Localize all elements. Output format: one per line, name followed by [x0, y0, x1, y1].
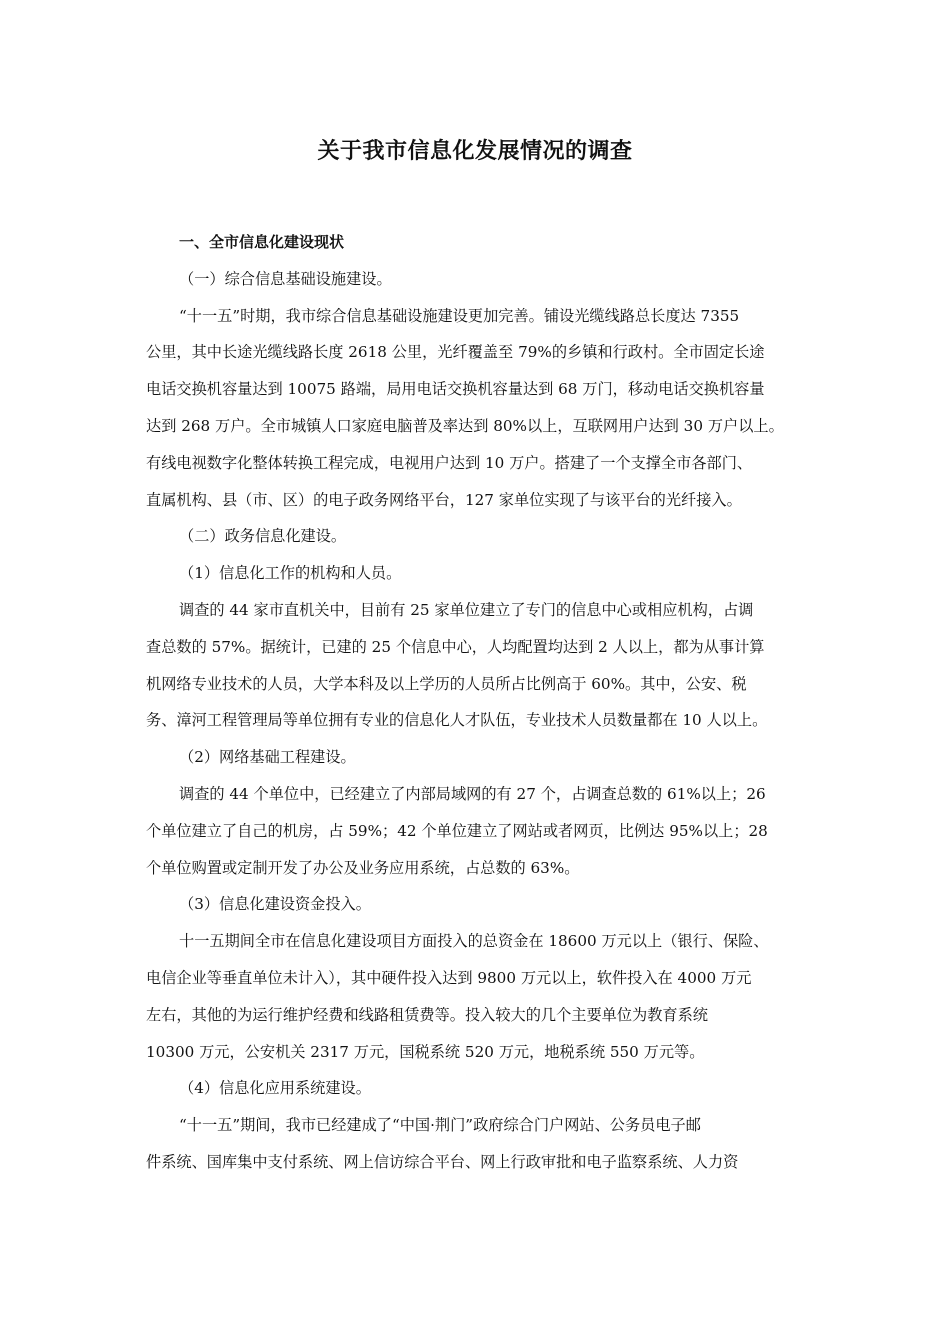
paragraph-line: 左右，其他的为运行维护经费和线路租赁费等。投入较大的几个主要单位为教育系统 — [146, 1005, 708, 1024]
paragraph-line: 直属机构、县（市、区）的电子政务网络平台，127 家单位实现了与该平台的光纤接入。 — [146, 490, 742, 509]
paragraph-line: 务、漳河工程管理局等单位拥有专业的信息化人才队伍，专业技术人员数量都在 10 人以上。 — [146, 711, 768, 730]
paragraph-line: 公里，其中长途光缆线路长度 2618 公里，光纤覆盖至 79%的乡镇和行政村。全市固定长途 — [146, 343, 765, 362]
paragraph-line: 10300 万元，公安机关 2317 万元，国税系统 520 万元，地税系统 550 万元等。 — [146, 1042, 705, 1061]
subsection-heading: （二）政务信息化建设。 — [179, 527, 347, 546]
paragraph-line: 调查的 44 家市直机关中，目前有 25 家单位建立了专门的信息中心或相应机构，占调 — [179, 600, 754, 619]
item-heading: （4）信息化应用系统建设。 — [179, 1079, 371, 1098]
item-heading: （1）信息化工作的机构和人员。 — [179, 564, 402, 583]
subsection-heading: （一）综合信息基础设施建设。 — [179, 269, 392, 288]
paragraph-line: “十一五”期间，我市已经建成了“中国·荆门”政府综合门户网站、公务员电子邮 — [179, 1116, 701, 1135]
paragraph-line: 十一五期间全市在信息化建设项目方面投入的总资金在 18600 万元以上（银行、保险、 — [179, 932, 769, 951]
document-body — [146, 224, 822, 1181]
paragraph-line: 调查的 44 个单位中，已经建立了内部局域网的有 27 个，占调查总数的 61%以上；26 — [179, 784, 766, 803]
paragraph-line: “十一五”时期，我市综合信息基础设施建设更加完善。铺设光缆线路总长度达 7355 — [179, 306, 740, 325]
paragraph-line: 有线电视数字化整体转换工程完成，电视用户达到 10 万户。搭建了一个支撑全市各部门、 — [146, 453, 753, 472]
paragraph-line: 电话交换机容量达到 10075 路端，局用电话交换机容量达到 68 万门，移动电话交换机容量 — [146, 380, 765, 399]
paragraph-line: 查总数的 57%。据统计，已建的 25 个信息中心，人均配置均达到 2 人以上，都为从事计算 — [146, 637, 765, 656]
paragraph-line: 达到 268 万户。全市城镇人口家庭电脑普及率达到 80%以上，互联网用户达到 30 万户以上。 — [146, 416, 784, 435]
item-heading: （2）网络基础工程建设。 — [179, 748, 356, 767]
paragraph-line: 个单位建立了自己的机房，占 59%；42 个单位建立了网站或者网页，比例达 95%以上；28 — [146, 821, 768, 840]
paragraph-line: 件系统、国库集中支付系统、网上信访综合平台、网上行政审批和电子监察系统、人力资 — [146, 1152, 739, 1171]
section-heading: 一、全市信息化建设现状 — [179, 233, 345, 251]
paragraph-line: 个单位购置或定制开发了办公及业务应用系统，占总数的 63%。 — [146, 858, 580, 877]
paragraph-line: 电信企业等垂直单位未计入），其中硬件投入达到 9800 万元以上，软件投入在 4000 万元 — [146, 968, 752, 987]
item-heading: （3）信息化建设资金投入。 — [179, 895, 371, 914]
document-title: 关于我市信息化发展情况的调查 — [317, 139, 633, 164]
paragraph-line: 机网络专业技术的人员，大学本科及以上学历的人员所占比例高于 60%。其中，公安、税 — [146, 674, 747, 693]
